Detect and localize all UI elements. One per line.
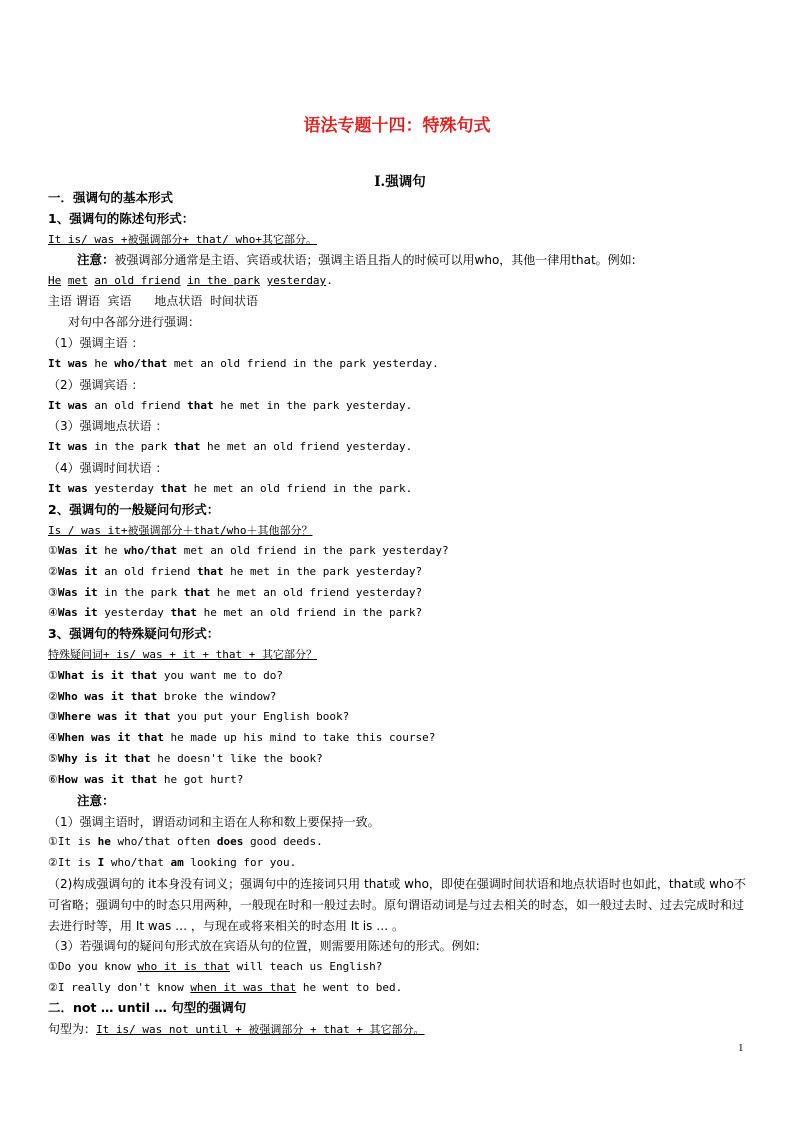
rest: he met an old friend yesterday. (200, 440, 413, 453)
q-num: ③ (48, 586, 58, 599)
role-labels: 主语 谓语 宾语 地点状语 时间状语 (48, 294, 258, 308)
page-number: 1 (738, 1042, 744, 1054)
rest: he met in the park yesterday. (213, 399, 413, 412)
sub2-heading: 2、强调句的一般疑问句形式： (48, 502, 220, 517)
example-word: met (67, 274, 88, 287)
q-num: ④ (48, 606, 58, 619)
item-example (48, 356, 439, 372)
note-2: （2)构成强调句的 it本身没有词义；强调句中的连接词只用 that或 who，即使在强调时间状语和地点状语时也如此，that或 who不可省略；强调句中的时态只用两种，一般现在时和一般过去时。原句谓语动词是与过去相关的时态，如一般过去时、过去完成时和过去进行时等，用 It was … ，与现在或将来相关的时态用 It is … 。 (48, 877, 746, 933)
yes-no-question (48, 564, 422, 580)
connector: who/that (114, 357, 168, 370)
example-word: . (326, 274, 333, 287)
wh-phrase: How was it that (57, 773, 158, 786)
rest: you want me to do? (157, 669, 284, 682)
connector: that (183, 586, 211, 599)
emph-part: an old friend (87, 399, 188, 412)
q-num: ③ (48, 710, 58, 723)
part2-pattern: It is/ was not until + 被强调部分 + that + 其它部分。 (96, 1023, 425, 1036)
section-title: Ⅰ.强调句 (374, 174, 426, 190)
ex-pre: ②I really don't know (48, 981, 191, 994)
note-3: （3）若强调句的疑问句形式放在宾语从句的位置，则需要用陈述句的形式。例如: (48, 939, 480, 953)
emph-part: yesterday (87, 482, 161, 495)
note2-label: 注意： (77, 793, 115, 808)
rest: he met an old friend in the park. (187, 482, 413, 495)
it-was: It was (48, 399, 88, 412)
connector: who/that (124, 544, 178, 557)
rest: you put your English book? (170, 710, 350, 723)
example-word: in the park (187, 274, 260, 287)
wh-phrase: Who was it that (57, 690, 158, 703)
part2-pattern-line (48, 1021, 425, 1038)
ex-post: will teach us English? (230, 960, 383, 973)
q-num: ④ (48, 731, 58, 744)
example-word: He (48, 274, 62, 287)
note-3-example (48, 959, 382, 975)
yes-no-question (48, 543, 449, 559)
connector: that (196, 565, 224, 578)
note-line (77, 252, 636, 269)
wh-question (48, 772, 243, 788)
connector: that (170, 606, 197, 619)
ex-clause: when it was that (190, 981, 297, 994)
example-sentence (48, 273, 333, 289)
intro-line: 对句中各部分进行强调： (68, 315, 201, 329)
pattern-lead: 句型为： (48, 1022, 97, 1036)
emph-part: he (97, 544, 125, 557)
rest: met an old friend in the park yesterday. (167, 357, 439, 370)
it-was: It was (48, 440, 88, 453)
q-num: ⑥ (48, 773, 58, 786)
it-was: It was (48, 482, 88, 495)
q-num: ⑤ (48, 752, 58, 765)
item-example (48, 439, 412, 455)
rest: met an old friend in the park yesterday? (177, 544, 449, 557)
wh-phrase: Why is it that (57, 752, 151, 765)
item-label: （1）强调主语 ： (48, 336, 144, 350)
ex-subject: I (97, 856, 105, 869)
connector: that (160, 482, 188, 495)
rest: he made up his mind to take this course? (163, 731, 436, 744)
emph-part: in the park (87, 440, 174, 453)
wh-question (48, 730, 435, 746)
wh-phrase: When was it that (57, 731, 164, 744)
pattern2: Is / was it+被强调部分＋that/who＋其他部分？ (48, 524, 313, 537)
rest: he met in the park yesterday? (223, 565, 423, 578)
item-label: （4）强调时间状语 ： (48, 461, 168, 475)
page-title: 语法专题十四：特殊句式 (303, 116, 491, 136)
ex-subject: he (97, 835, 111, 848)
wh-question (48, 689, 276, 705)
part1-heading: 一．强调句的基本形式 (48, 190, 174, 205)
yes-no-question (48, 605, 422, 621)
rest: broke the window? (157, 690, 277, 703)
note-1-example (48, 834, 323, 850)
emph-part: he (87, 357, 115, 370)
note-label: 注意： (77, 252, 115, 267)
was-it: Was it (57, 586, 98, 599)
ex-clause: who it is that (137, 960, 231, 973)
ex-verb: am (170, 856, 184, 869)
ex-post: looking for you. (183, 856, 297, 869)
note-1: （1）强调主语时，谓语动词和主语在人称和数上要保持一致。 (48, 815, 380, 829)
wh-question (48, 709, 349, 725)
wh-question (48, 668, 283, 684)
was-it: Was it (57, 606, 98, 619)
q-num: ① (48, 544, 58, 557)
ex-pre: ②It is (48, 856, 98, 869)
connector: that (173, 440, 201, 453)
wh-phrase: What is it that (57, 669, 158, 682)
note-text: 被强调部分通常是主语、宾语或状语；强调主语且指人的时候可以用who，其他一律用that。例如: (114, 253, 636, 267)
ex-pre: ①It is (48, 835, 98, 848)
rest: he met an old friend yesterday? (210, 586, 423, 599)
pattern1: It is/ was +被强调部分+ that/ who+其它部分。 (48, 233, 317, 246)
connector: that (187, 399, 214, 412)
ex-post: he went to bed. (296, 981, 403, 994)
note-1-example (48, 855, 296, 871)
q-num: ② (48, 690, 58, 703)
item-example (48, 481, 412, 497)
wh-phrase: Where was it that (57, 710, 171, 723)
pattern3: 特殊疑问词+ is/ was + it + that + 其它部分？ (48, 648, 317, 661)
emph-part: yesterday (97, 606, 171, 619)
rest: he doesn't like the book? (150, 752, 323, 765)
example-word: yesterday (266, 274, 327, 287)
emph-part: in the park (97, 586, 184, 599)
it-was: It was (48, 357, 88, 370)
was-it: Was it (57, 565, 98, 578)
ex-verb: does (216, 835, 244, 848)
sub3-heading: 3、强调句的特殊疑问句形式： (48, 626, 220, 641)
was-it: Was it (57, 544, 98, 557)
item-example (48, 398, 412, 414)
example-word: an old friend (94, 274, 181, 287)
wh-question (48, 751, 323, 767)
item-label: （3）强调地点状语 ： (48, 419, 168, 433)
ex-post: good deeds. (243, 835, 323, 848)
ex-mid: who/that (104, 856, 171, 869)
emph-part: an old friend (97, 565, 197, 578)
sub1-heading: 1、强调句的陈述句形式： (48, 211, 195, 226)
item-label: （2）强调宾语 ： (48, 378, 144, 392)
part2-heading: 二．not … until … 句型的强调句 (48, 1000, 247, 1015)
ex-mid: who/that often (110, 835, 217, 848)
note-3-example (48, 980, 402, 996)
rest: he got hurt? (157, 773, 244, 786)
rest: he met an old friend in the park? (196, 606, 423, 619)
q-num: ① (48, 669, 58, 682)
yes-no-question (48, 585, 422, 601)
q-num: ② (48, 565, 58, 578)
ex-pre: ①Do you know (48, 960, 138, 973)
